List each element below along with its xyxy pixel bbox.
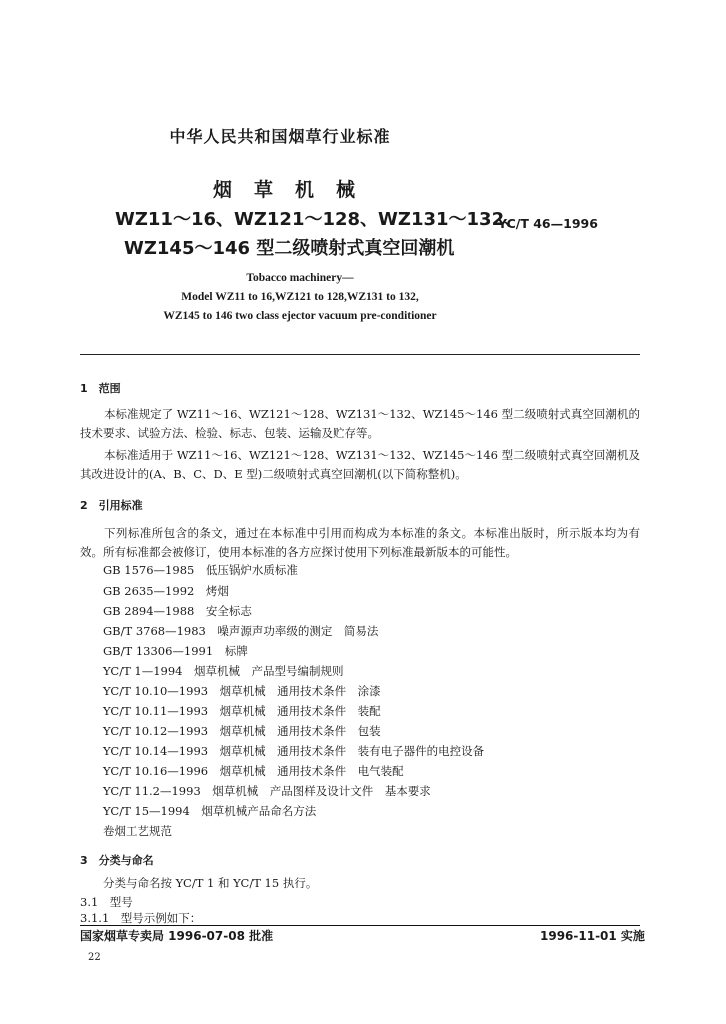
section-heading-references: 2 引用标准 xyxy=(80,499,143,512)
references-intro: 下列标准所包含的条文，通过在本标准中引用而构成为本标准的条文。本标准出版时，所示版本均为有效。所有标准都会被修订，使用本标准的各方应探讨使用下列标准最新版本的可能性。 xyxy=(80,526,640,559)
reference-item: 卷烟工艺规范 xyxy=(103,824,172,838)
approval-statement: 国家烟草专卖局 1996-07-08 批准 xyxy=(80,929,274,943)
classification-paragraph: 分类与命名按 YC/T 1 和 YC/T 15 执行。 xyxy=(103,876,318,890)
reference-item: YC/T 1—1994 烟草机械 产品型号编制规则 xyxy=(103,664,344,678)
english-title-line-1: Tobacco machinery— xyxy=(246,272,354,284)
footer-divider xyxy=(80,925,640,926)
reference-item: YC/T 10.10—1993 烟草机械 通用技术条件 涂漆 xyxy=(103,684,381,698)
reference-item: YC/T 11.2—1993 烟草机械 产品图样及设计文件 基本要求 xyxy=(103,784,431,798)
standard-name-line-3: WZ145～146 型二级喷射式真空回潮机 xyxy=(124,238,455,259)
reference-item: GB 2635—1992 烤烟 xyxy=(103,584,229,598)
reference-item: GB/T 13306—1991 标牌 xyxy=(103,644,248,658)
standard-category-title: 中华人民共和国烟草行业标准 xyxy=(169,127,391,146)
page-number: 22 xyxy=(88,952,101,963)
reference-item: YC/T 15—1994 烟草机械产品命名方法 xyxy=(103,804,317,818)
reference-item: YC/T 10.14—1993 烟草机械 通用技术条件 装有电子器件的电控设备 xyxy=(103,744,485,758)
section-heading-scope: 1 范围 xyxy=(80,382,121,395)
english-title-line-3: WZ145 to 146 two class ejector vacuum pre-conditioner xyxy=(163,310,437,322)
reference-item: YC/T 10.12—1993 烟草机械 通用技术条件 包装 xyxy=(103,724,381,738)
reference-item: YC/T 10.16—1996 烟草机械 通用技术条件 电气装配 xyxy=(103,764,404,778)
scope-paragraph-1: 本标准规定了 WZ11～16、WZ121～128、WZ131～132、WZ145～146 型二级喷射式真空回潮机的技术要求、试验方法、检验、标志、包装、运输及贮存等。 xyxy=(80,407,640,440)
reference-item: GB 1576—1985 低压锅炉水质标准 xyxy=(103,563,298,577)
implementation-date: 1996-11-01 实施 xyxy=(540,929,645,943)
english-title-line-2: Model WZ11 to 16,WZ121 to 128,WZ131 to 132, xyxy=(181,291,419,303)
subsection-3-1-1: 3.1.1 型号示例如下： xyxy=(80,911,202,925)
reference-item: GB/T 3768—1983 噪声源声功率级的测定 简易法 xyxy=(103,624,379,638)
reference-item: YC/T 10.11—1993 烟草机械 通用技术条件 装配 xyxy=(103,704,381,718)
header-divider xyxy=(80,354,640,355)
standard-name-line-2: WZ11～16、WZ121～128、WZ131～132、 xyxy=(115,209,523,230)
reference-item: GB 2894—1988 安全标志 xyxy=(103,604,252,618)
scope-paragraph-2: 本标准适用于 WZ11～16、WZ121～128、WZ131～132、WZ145～146 型二级喷射式真空回潮机及其改进设计的(A、B、C、D、E 型)二级喷射式真空回潮机(以下简称整机)。 xyxy=(80,448,640,481)
subsection-3-1: 3.1 型号 xyxy=(80,895,133,909)
section-heading-classification: 3 分类与命名 xyxy=(80,854,154,867)
standard-name-line-1: 烟草机械 xyxy=(212,179,377,201)
standard-code: YC/T 46—1996 xyxy=(498,216,598,231)
